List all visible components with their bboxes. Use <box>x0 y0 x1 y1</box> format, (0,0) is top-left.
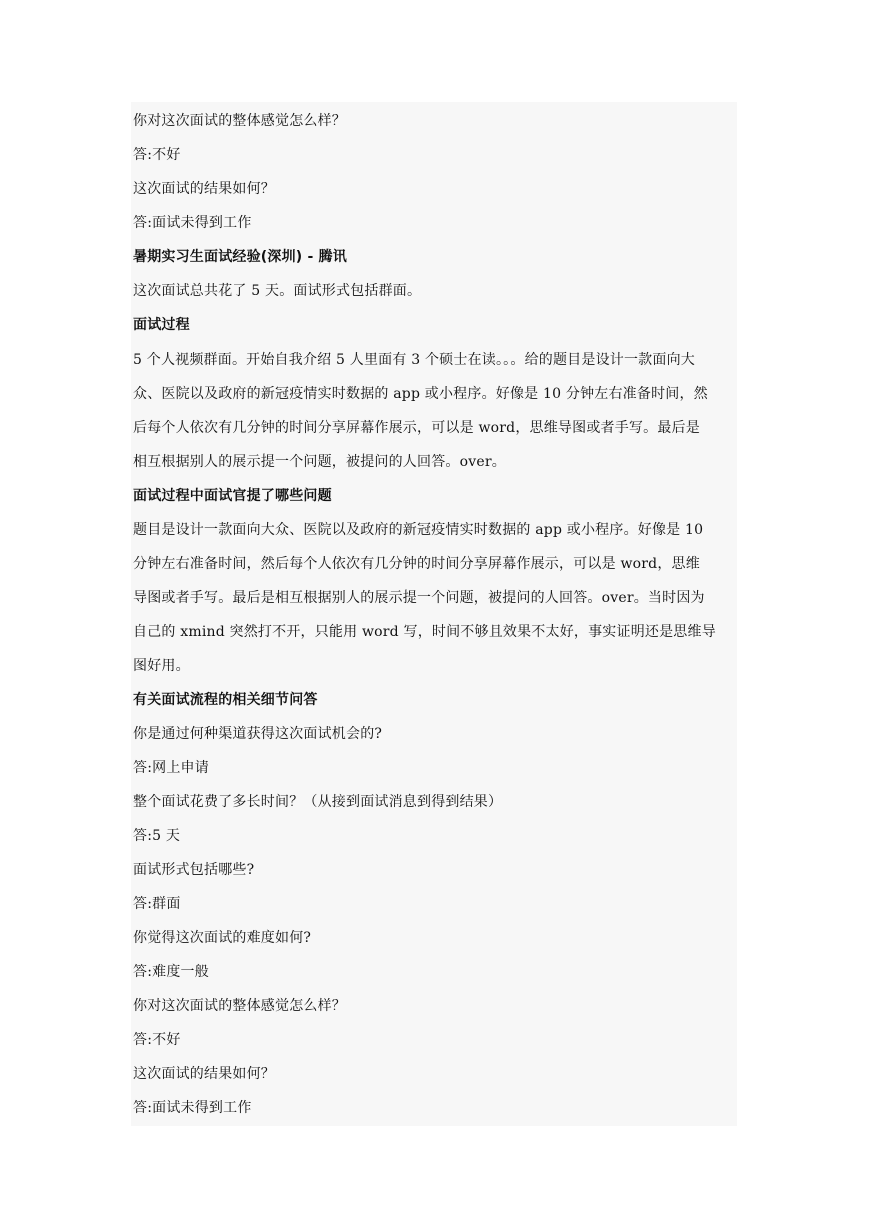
details-line: 答:网上申请 <box>133 760 209 776</box>
questions-heading: 面试过程中面试官提了哪些问题 <box>133 488 332 504</box>
intro-line: 答:面试未得到工作 <box>133 215 252 231</box>
details-line: 答:5 天 <box>133 828 181 844</box>
process-heading: 面试过程 <box>133 317 190 333</box>
questions-line: 图好用。 <box>133 658 190 674</box>
questions-line: 分钟左右准备时间，然后每个人依次有几分钟的时间分享屏幕作展示，可以是 word，思维 <box>133 556 700 572</box>
details-line: 答:不好 <box>133 1032 181 1048</box>
details-line: 答:群面 <box>133 896 181 912</box>
details-line: 答:难度一般 <box>133 964 209 980</box>
questions-line: 题目是设计一款面向大众、医院以及政府的新冠疫情实时数据的 app 或小程序。好像是 10 <box>133 522 704 538</box>
intro-line: 答:不好 <box>133 147 181 163</box>
details-line: 你是通过何种渠道获得这次面试机会的? <box>133 726 383 742</box>
details-line: 面试形式包括哪些? <box>133 862 255 878</box>
process-line: 后每个人依次有几分钟的时间分享屏幕作展示，可以是 word，思维导图或者手写。最后是 <box>133 420 700 436</box>
document-page <box>131 102 737 1126</box>
details-line: 整个面试花费了多长时间？（从接到面试消息到得到结果） <box>133 794 503 810</box>
details-heading: 有关面试流程的相关细节问答 <box>133 692 318 708</box>
article-title: 暑期实习生面试经验(深圳) - 腾讯 <box>133 249 347 265</box>
details-line: 答:面试未得到工作 <box>133 1100 252 1116</box>
summary-text: 这次面试总共花了 5 天。面试形式包括群面。 <box>133 283 422 299</box>
intro-line: 这次面试的结果如何？ <box>133 181 275 197</box>
details-line: 你对这次面试的整体感觉怎么样？ <box>133 998 346 1014</box>
process-line: 5 个人视频群面。开始自我介绍 5 人里面有 3 个硕士在读。。。给的题目是设计一款面向大 <box>133 352 695 368</box>
details-line: 你觉得这次面试的难度如何? <box>133 930 312 946</box>
process-line: 众、医院以及政府的新冠疫情实时数据的 app 或小程序。好像是 10 分钟左右准备时间，然 <box>133 386 708 402</box>
questions-line: 自己的 xmind 突然打不开，只能用 word 写，时间不够且效果不太好，事实证明还是思维导 <box>133 624 716 640</box>
questions-line: 导图或者手写。最后是相互根据别人的展示提一个问题，被提问的人回答。over。当时因为 <box>133 590 705 606</box>
intro-line: 你对这次面试的整体感觉怎么样？ <box>133 113 346 129</box>
process-line: 相互根据别人的展示提一个问题，被提问的人回答。over。 <box>133 454 506 470</box>
details-line: 这次面试的结果如何？ <box>133 1066 275 1082</box>
